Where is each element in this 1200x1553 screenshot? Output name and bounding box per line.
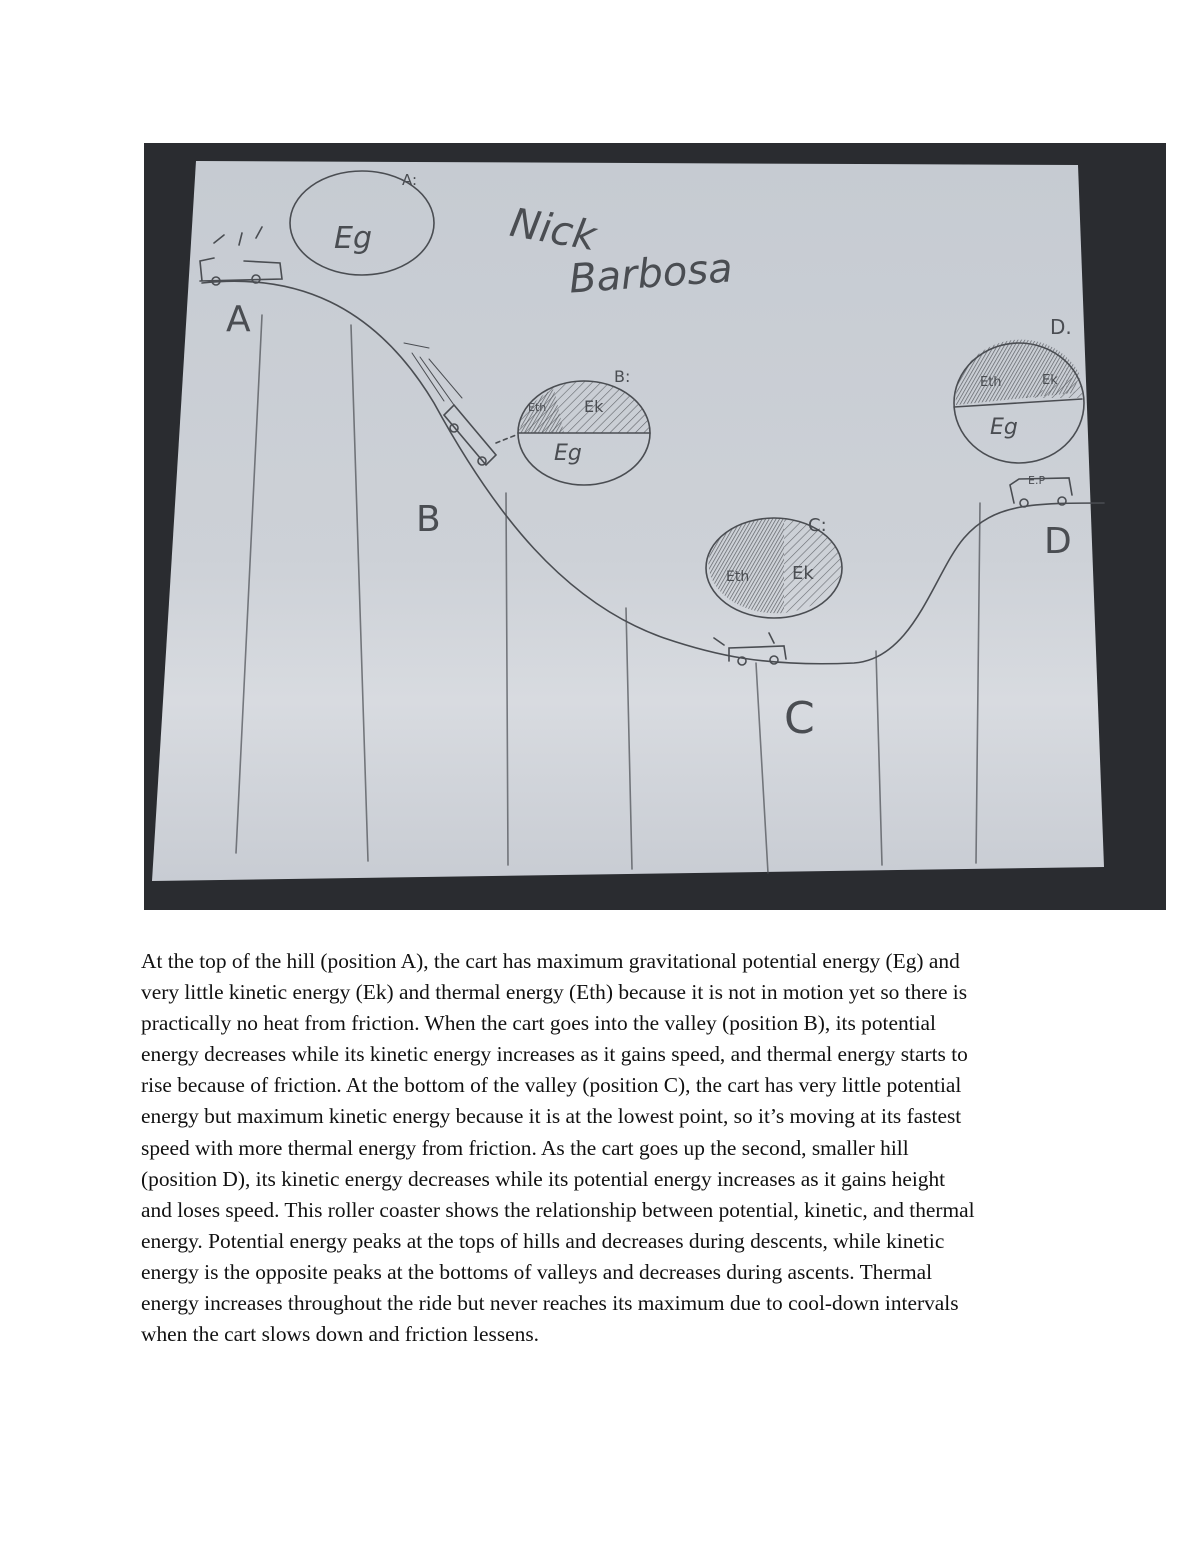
- position-label-b: B: [416, 499, 441, 540]
- position-label-c: C: [784, 693, 815, 744]
- ep-label-d: E.P: [1028, 474, 1046, 487]
- explanation-paragraph: [141, 946, 1066, 1350]
- eth-label-b: Eth: [528, 401, 547, 414]
- ek-label-c: Ek: [792, 563, 814, 584]
- paragraph-line: energy decreases while its kinetic energy increases as it gains speed, and thermal energy starts to: [141, 1042, 968, 1067]
- circle-label-c: C:: [808, 515, 827, 536]
- paragraph-line: energy is the opposite peaks at the bottoms of valleys and decreases during ascents. Thermal: [141, 1259, 933, 1284]
- author-first-name: Nick: [506, 199, 600, 261]
- paragraph-line: At the top of the hill (position A), the cart has maximum gravitational potential energy (Eg) and: [141, 949, 960, 973]
- eg-label-d: Eg: [990, 415, 1018, 440]
- eg-label-a: Eg: [334, 221, 372, 256]
- paragraph-line: energy increases throughout the ride but never reaches its maximum due to cool-down intervals: [141, 1291, 959, 1316]
- paragraph-line: very little kinetic energy (Ek) and thermal energy (Eth) because it is not in motion yet so there is: [141, 980, 968, 1005]
- paragraph-line: rise because of friction. At the bottom of the valley (position C), the cart has very little potential: [141, 1073, 962, 1098]
- paragraph-line: speed with more thermal energy from friction. As the cart goes up the second, smaller hill: [141, 1135, 909, 1160]
- eth-label-d: Eth: [980, 375, 1002, 390]
- circle-label-d: D.: [1050, 315, 1072, 339]
- position-label-a: A: [226, 299, 251, 340]
- paragraph-line: practically no heat from friction. When the cart goes into the valley (position B), its potential: [141, 1011, 936, 1036]
- paragraph-line: and loses speed. This roller coaster shows the relationship between potential, kinetic, and thermal: [141, 1197, 975, 1222]
- author-last-name: Barbosa: [567, 245, 735, 303]
- position-label-d: D: [1044, 521, 1072, 562]
- roller-coaster-drawing-photo: [144, 143, 1166, 910]
- circle-label-a: A:: [402, 171, 418, 189]
- paragraph-line: energy. Potential energy peaks at the tops of hills and decreases during descents, while kinetic: [141, 1228, 945, 1253]
- circle-label-b: B:: [614, 367, 631, 386]
- eth-label-c: Eth: [726, 569, 750, 585]
- ek-label-d: Ek: [1042, 373, 1058, 388]
- ek-label-b: Ek: [584, 397, 604, 416]
- eg-label-b: Eg: [554, 441, 582, 466]
- paragraph-line: when the cart slows down and friction lessens.: [141, 1322, 540, 1347]
- paragraph-line: (position D), its kinetic energy decreases while its potential energy increases as it gains height: [141, 1166, 946, 1191]
- paragraph-line: energy but maximum kinetic energy because it is at the lowest point, so it’s moving at its fastest: [141, 1104, 962, 1129]
